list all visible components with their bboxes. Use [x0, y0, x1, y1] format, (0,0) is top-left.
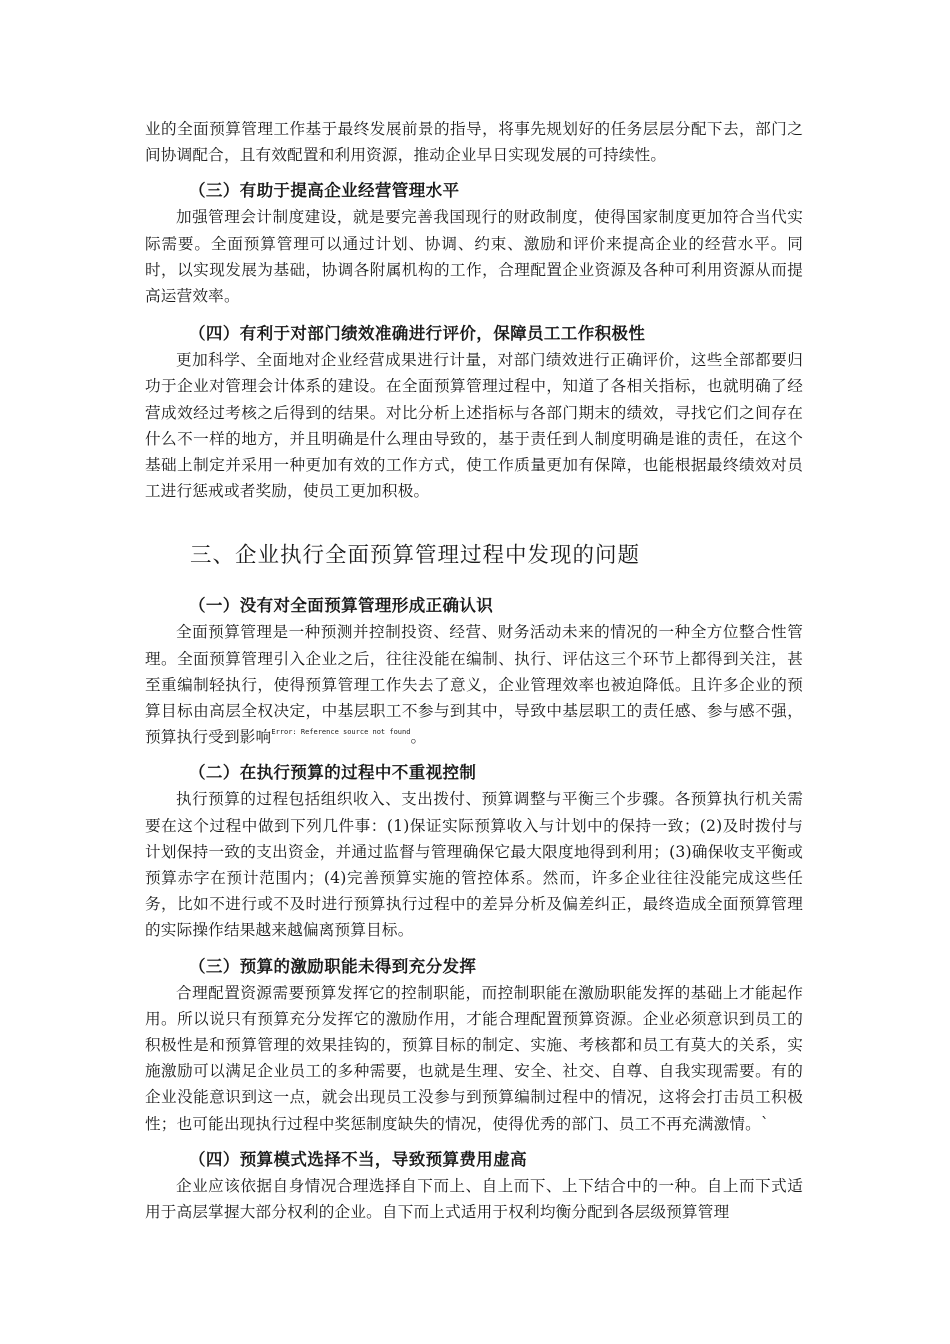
subheading-no-correct-understanding: （一）没有对全面预算管理形成正确认识 [189, 596, 494, 616]
paragraph-continued: 业的全面预算管理工作基于最终发展前景的指导，将事先规划好的任务层层分配下去，部门之间协调配合，且有效配置和利用资源，推动企业早日实现发展的可持续性。 [145, 120, 803, 165]
paragraph-budget-mode: 企业应该依据自身情况合理选择自下而上、自上而下、上下结合中的一种。自上而下式适用于高层掌握大部分权利的企业。自下而上式适用于权利均衡分配到各层级预算管理 [145, 1176, 803, 1222]
paragraph-incentive-function: 合理配置资源需要预算发挥它的控制职能，而控制职能在激励职能发挥的基础上才能起作用。所以说只有预算充分发挥它的激励作用，才能合理配置预算资源。企业必须意识到员工的积极性是和预算管理的效果挂钩的，预算目标的制定、实施、考核都和员工有莫大的关系，实施激励可以满足企业员工的多种需要，也就是生理、安全、社交、自尊、自我实现需要。有的企业没能意识到这一点，就会出现员工没参与到预算编制过程中的情况，这将会打击员工积极性；也可能出现执行过程中奖惩制度缺失的情况，使得优秀的部门、员工不再充满激情。` [145, 983, 803, 1133]
paragraph-no-correct-understanding [145, 619, 803, 750]
subheading-improve-management: （三）有助于提高企业经营管理水平 [189, 181, 460, 201]
document-page [145, 116, 803, 1225]
reference-error-note: Error: Reference source not found [271, 728, 411, 737]
paragraph-text: 全面预算管理是一种预测并控制投资、经营、财务活动未来的情况的一种全方位整合性管理。全面预算管理引入企业之后，往往没能在编制、执行、评估这三个环节上都得到关注，甚至重编制轻执行，使得预算管理工作失去了意义，企业管理效率也被迫降低。且许多企业的预算目标由高层全权决定，中基层职工不参与到其中，导致中基层职工的责任感、参与感不强，预算执行受到影响 [145, 623, 803, 747]
subheading-control-neglected: （二）在执行预算的过程中不重视控制 [189, 763, 477, 783]
paragraph-improve-management: 加强管理会计制度建设，就是要完善我国现行的财政制度，使得国家制度更加符合当代实际需要。全面预算管理可以通过计划、协调、约束、激励和评价来提高企业的经营水平。同时，以实现发展为基础，协调各附属机构的工作，合理配置企业资源及各种可利用资源从而提高运营效率。 [145, 208, 803, 306]
subheading-performance-evaluation: （四）有利于对部门绩效准确进行评价，保障员工工作积极性 [189, 324, 646, 344]
paragraph-performance-evaluation: 更加科学、全面地对企业经营成果进行计量，对部门绩效进行正确评价，这些全部都要归功于企业对管理会计体系的建设。在全面预算管理过程中，知道了各相关指标，也就明确了经营成效经过考核之后得到的结果。对比分析上述指标与各部门期末的绩效，寻找它们之间存在什么不一样的地方，并且明确是什么理由导致的，基于责任到人制度明确是谁的责任，在这个基础上制定并采用一种更加有效的工作方式，使工作质量更加有保障，也能根据最终绩效对员工进行惩戒或者奖励，使员工更加积极。 [145, 351, 803, 501]
paragraph-control-neglected: 执行预算的过程包括组织收入、支出拨付、预算调整与平衡三个步骤。各预算执行机关需要在这个过程中做到下列几件事：(1)保证实际预算收入与计划中的保持一致；(2)及时拨付与计划保持一致的支出资金，并通过监督与管理确保它最大限度地得到利用；(3)确保收支平衡或预算赤字在预计范围内；(4)完善预算实施的管控体系。然而，许多企业往往没能完成这些任务，比如不进行或不及时进行预算执行过程中的差异分析及偏差纠正，最终造成全面预算管理的实际操作结果越来越偏离预算目标。 [145, 790, 803, 940]
paragraph-end-mark: 。 [410, 728, 427, 747]
subheading-budget-mode: （四）预算模式选择不当，导致预算费用虚高 [189, 1149, 527, 1169]
subheading-incentive-function: （三）预算的激励职能未得到充分发挥 [189, 956, 477, 976]
section-title-problems: 三、企业执行全面预算管理过程中发现的问题 [190, 543, 641, 569]
